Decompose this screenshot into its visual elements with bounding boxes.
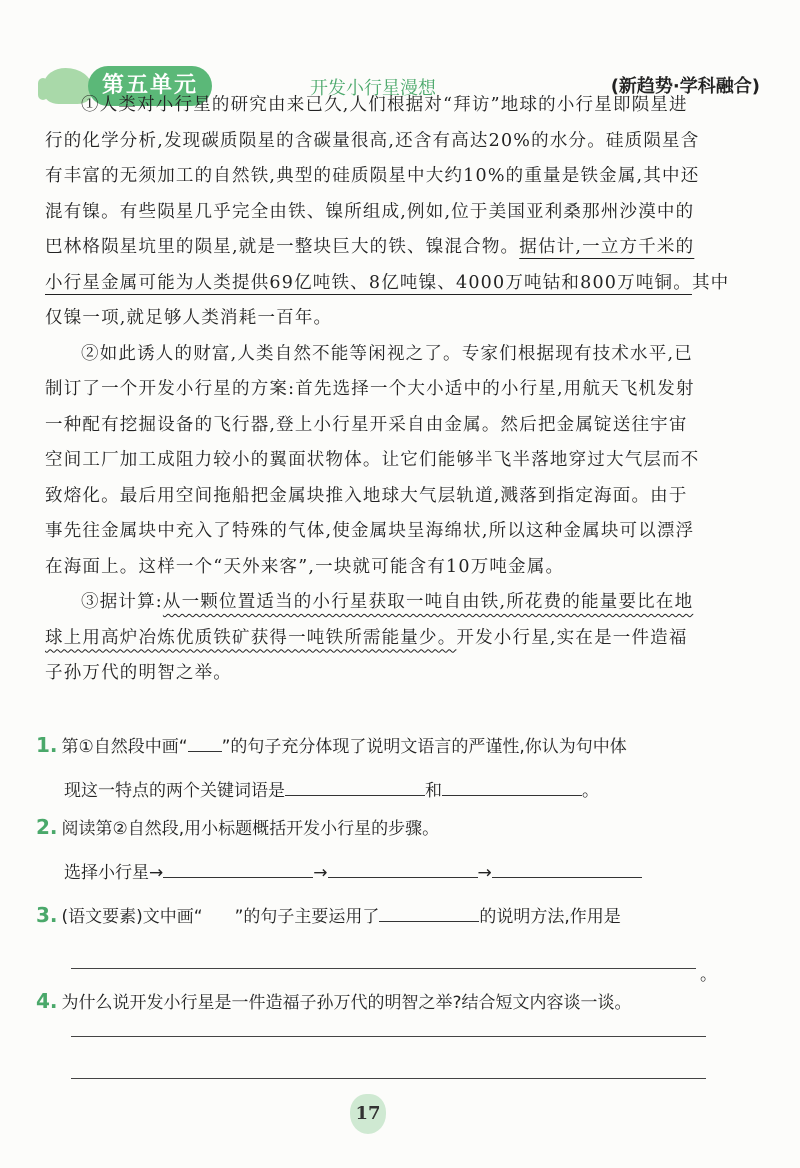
- question-4: [36, 988, 632, 1013]
- arrow: →: [477, 863, 492, 883]
- passage-text: 致熔化。最后用空间拖船把金属块推入地球大气层轨道,溅落到指定海面。由于: [45, 485, 688, 506]
- wavy-underline-mark: [203, 907, 235, 927]
- question-text: 和: [425, 781, 442, 801]
- underline-mark: [188, 733, 222, 752]
- passage-text: 子孙万代的明智之举。: [45, 663, 232, 683]
- question-number: 4.: [36, 989, 58, 1013]
- reading-passage: [45, 88, 735, 692]
- passage-line: [45, 230, 735, 266]
- passage-line: [45, 514, 735, 550]
- question-text: 阅读第②自然段,用小标题概括开发小行星的步骤。: [61, 819, 440, 839]
- question-number: 2.: [36, 815, 58, 839]
- step-blank-3[interactable]: [492, 859, 642, 878]
- underlined-sentence: 小行星金属可能为人类提供69亿吨铁、8亿吨镍、4000万吨钴和800万吨铜。: [45, 272, 692, 293]
- passage-line: [45, 372, 735, 408]
- passage-line: [45, 621, 735, 657]
- passage-line: [45, 301, 735, 337]
- step-label: 选择小行星→: [64, 863, 164, 883]
- underlined-sentence: 据估计,一立方千米的: [519, 237, 695, 257]
- question-1-answer-row: [64, 776, 599, 801]
- arrow: →: [313, 863, 328, 883]
- passage-line: [45, 337, 735, 373]
- answer-blank-1[interactable]: [285, 777, 425, 796]
- passage-text: 开发小行星,实在是一件造福: [456, 627, 688, 648]
- answer-line-q3[interactable]: [71, 968, 696, 969]
- question-2: [36, 814, 439, 839]
- passage-text: 其中: [691, 272, 730, 293]
- passage-line: [45, 124, 735, 160]
- category-tag: (新趋势·学科融合): [610, 76, 760, 97]
- passage-text: 空间工厂加工成阻力较小的翼面状物体。让它们能够半飞半落地穿过大气层而不: [45, 450, 700, 470]
- lesson-title: 开发小行星漫想: [310, 78, 436, 99]
- question-text: 现这一特点的两个关键词语是: [64, 781, 285, 801]
- underlined-sentence: 从一颗位置适当的小行星获取一吨自由铁,所花费的能量要比在地: [162, 592, 694, 612]
- passage-line: [45, 266, 735, 302]
- question-text: 为什么说开发小行星是一件造福子孙万代的明智之举?结合短文内容谈一谈。: [61, 993, 632, 1013]
- passage-line: [45, 159, 735, 195]
- period: 。: [582, 781, 599, 801]
- passage-line: [45, 656, 735, 692]
- passage-line: [45, 479, 735, 515]
- passage-text: 有丰富的无须加工的自然铁,典型的硅质陨星中大约10%的重量是铁金属,其中还: [45, 166, 700, 186]
- question-text: ”的句子充分体现了说明文语言的严谨性,你认为句中体: [221, 737, 627, 757]
- unit-badge: 第五单元: [88, 66, 212, 106]
- passage-text: ③据计算:: [81, 592, 163, 612]
- underlined-sentence: 球上用高炉冶炼优质铁矿获得一吨铁所需能量少。: [45, 627, 457, 648]
- period: 。: [700, 965, 717, 985]
- passage-line: [45, 585, 735, 621]
- passage-text: 行的化学分析,发现碳质陨星的含碳量很高,还含有高达20%的水分。硅质陨星含: [45, 130, 700, 151]
- passage-text: 仅镍一项,就足够人类消耗一百年。: [45, 308, 333, 328]
- passage-text: 一种配有挖掘设备的飞行器,登上小行星开采自由金属。然后把金属锭送往宇宙: [45, 414, 688, 435]
- answer-blank-2[interactable]: [442, 777, 582, 796]
- passage-line: [45, 550, 735, 586]
- passage-line: [45, 195, 735, 231]
- step-blank-2[interactable]: [328, 859, 478, 878]
- passage-text: 巴林格陨星坑里的陨星,就是一整块巨大的铁、镍混合物。: [45, 237, 520, 257]
- question-1: [36, 732, 627, 757]
- passage-line: [45, 443, 735, 479]
- page-number: 17: [350, 1094, 386, 1134]
- question-number: 3.: [36, 903, 58, 927]
- question-text: 的说明方法,作用是: [479, 907, 621, 927]
- answer-line-q4-2[interactable]: [71, 1078, 706, 1079]
- question-text: ”的句子主要运用了: [234, 907, 380, 927]
- passage-line: [45, 88, 735, 124]
- passage-text: 制订了一个开发小行星的方案:首先选择一个大小适中的小行星,用航天飞机发射: [45, 379, 695, 399]
- answer-blank-method[interactable]: [379, 903, 479, 922]
- step-blank-1[interactable]: [163, 859, 313, 878]
- question-2-answer-row: [64, 858, 642, 883]
- passage-text: 在海面上。这样一个“天外来客”,一块就可能含有10万吨金属。: [45, 556, 565, 577]
- passage-text: 事先往金属块中充入了特殊的气体,使金属块呈海绵状,所以这种金属块可以漂浮: [45, 521, 695, 541]
- question-number: 1.: [36, 733, 58, 757]
- question-text: (语文要素)文中画“: [61, 907, 203, 927]
- passage-text: 混有镍。有些陨星几乎完全由铁、镍所组成,例如,位于美国亚利桑那州沙漠中的: [45, 201, 695, 222]
- answer-line-q4-1[interactable]: [71, 1036, 706, 1037]
- question-text: 第①自然段中画“: [61, 737, 188, 757]
- question-3: [36, 902, 621, 927]
- passage-text: ①人类对小行星的研究由来已久,人们根据对“拜访”地球的小行星即陨星进: [81, 95, 688, 115]
- passage-line: [45, 408, 735, 444]
- passage-text: ②如此诱人的财富,人类自然不能等闲视之了。专家们根据现有技术水平,已: [81, 343, 693, 364]
